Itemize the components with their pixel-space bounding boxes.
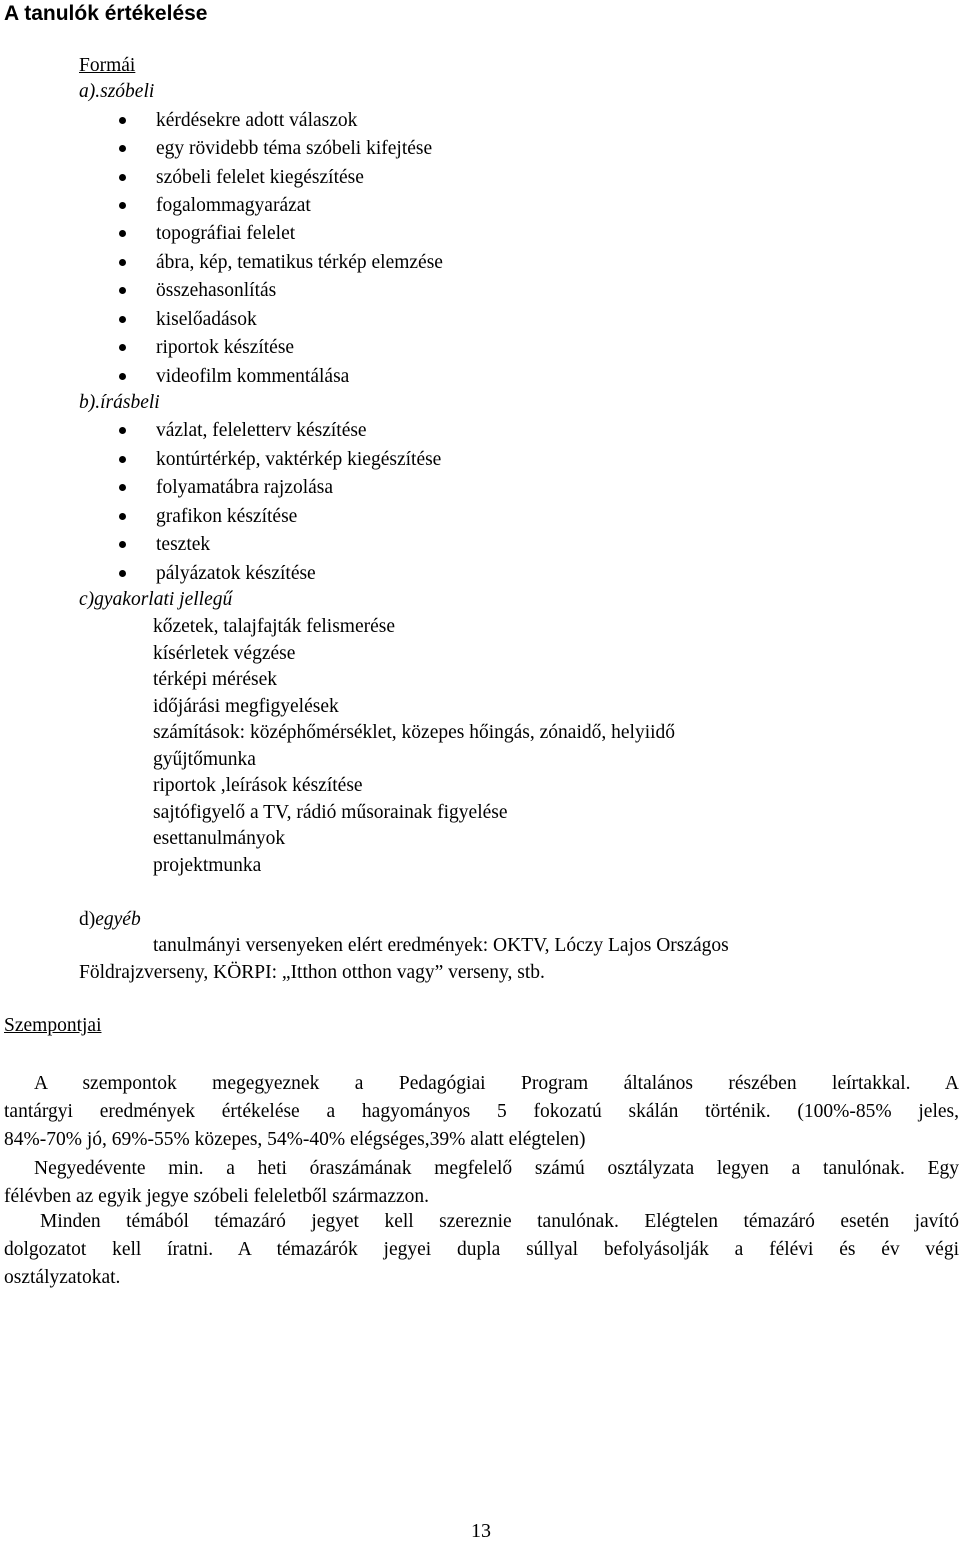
section-b-label: b).írásbeli (79, 392, 160, 413)
list-item: szóbeli felelet kiegészítése (119, 168, 364, 188)
bullet-icon (119, 174, 126, 181)
list-item: időjárási megfigyelések (153, 696, 339, 717)
formai-heading: Formái (79, 55, 136, 76)
paragraph-line: 84%-70% jó, 69%-55% közepes, 54%-40% elégséges,39% alatt elégtelen) (4, 1129, 586, 1150)
list-item: számítások: középhőmérséklet, közepes hőingás, zónaidő, helyiidő (153, 722, 676, 743)
list-item: kőzetek, talajfajták felismerése (153, 616, 395, 637)
paragraph-line: osztályzatokat. (4, 1267, 121, 1288)
bullet-icon (119, 202, 126, 209)
paragraph-3 (4, 1208, 959, 1292)
bullet-icon (119, 287, 126, 294)
list-item: kontúrtérkép, vaktérkép kiegészítése (119, 450, 441, 470)
paragraph-line: Negyedévente min. a heti óraszámának megfelelő számú osztályzata legyen a tanulónak. Egy (34, 1158, 959, 1179)
list-item: topográfiai felelet (119, 224, 295, 244)
section-d-line-2: Földrajzverseny, KÖRPI: „Itthon otthon vagy” verseny, stb. (79, 962, 545, 983)
section-a-label: a).szóbeli (79, 81, 155, 102)
list-item: vázlat, feleletterv készítése (119, 421, 367, 441)
paragraph-line: A szempontok megegyeznek a Pedagógiai Program általános részében leírtakkal. A (34, 1073, 959, 1094)
list-item: összehasonlítás (119, 281, 276, 301)
bullet-icon (119, 344, 126, 351)
paragraph-line: tantárgyi eredmények értékelése a hagyományos 5 fokozatú skálán történik. (100%-85% jeles, (4, 1101, 959, 1122)
page-number: 13 (471, 1520, 491, 1542)
bullet-icon (119, 484, 126, 491)
bullet-icon (119, 117, 126, 124)
section-d-line-1: tanulmányi versenyeken elért eredmények: OKTV, Lóczy Lajos Országos (153, 935, 729, 956)
list-item: gyűjtőmunka (153, 749, 256, 770)
list-item: sajtófigyelő a TV, rádió műsorainak figyelése (153, 802, 508, 823)
bullet-icon (119, 456, 126, 463)
list-item: grafikon készítése (119, 507, 297, 527)
bullet-icon (119, 259, 126, 266)
list-item: pályázatok készítése (119, 564, 316, 584)
list-item: kiselőadások (119, 310, 257, 330)
section-d-label: d)egyéb (79, 909, 141, 930)
list-item: kísérletek végzése (153, 643, 296, 664)
bullet-icon (119, 145, 126, 152)
list-item: folyamatábra rajzolása (119, 478, 333, 498)
section-c-label: c)gyakorlati jellegű (79, 589, 233, 610)
bullet-icon (119, 513, 126, 520)
bullet-icon (119, 316, 126, 323)
paragraph-line: félévben az egyik jegye szóbeli feleletből származzon. (4, 1186, 430, 1207)
page-title: A tanulók értékelése (4, 2, 208, 25)
paragraph-1 (4, 1070, 959, 1154)
list-item: kérdésekre adott válaszok (119, 111, 357, 131)
list-item: videofilm kommentálása (119, 367, 349, 387)
list-item: tesztek (119, 535, 210, 555)
list-item: riportok készítése (119, 338, 294, 358)
paragraph-line: Minden témából témazáró jegyet kell szereznie tanulónak. Elégtelen témazáró esetén javító (40, 1211, 959, 1232)
bullet-icon (119, 230, 126, 237)
bullet-icon (119, 541, 126, 548)
list-item: egy rövidebb téma szóbeli kifejtése (119, 139, 432, 159)
bullet-icon (119, 570, 126, 577)
list-item: fogalommagyarázat (119, 196, 311, 216)
list-item: esettanulmányok (153, 828, 286, 849)
list-item: térképi mérések (153, 669, 277, 690)
list-item: ábra, kép, tematikus térkép elemzése (119, 253, 443, 273)
list-item: projektmunka (153, 855, 262, 876)
bullet-icon (119, 373, 126, 380)
paragraph-line: dolgozatot kell íratni. A témazárók jegyei dupla súllyal befolyásolják a félévi és év végi (4, 1239, 959, 1260)
list-item: riportok ,leírások készítése (153, 775, 363, 796)
paragraph-2 (4, 1155, 959, 1211)
bullet-icon (119, 427, 126, 434)
szempontjai-heading: Szempontjai (4, 1015, 102, 1036)
